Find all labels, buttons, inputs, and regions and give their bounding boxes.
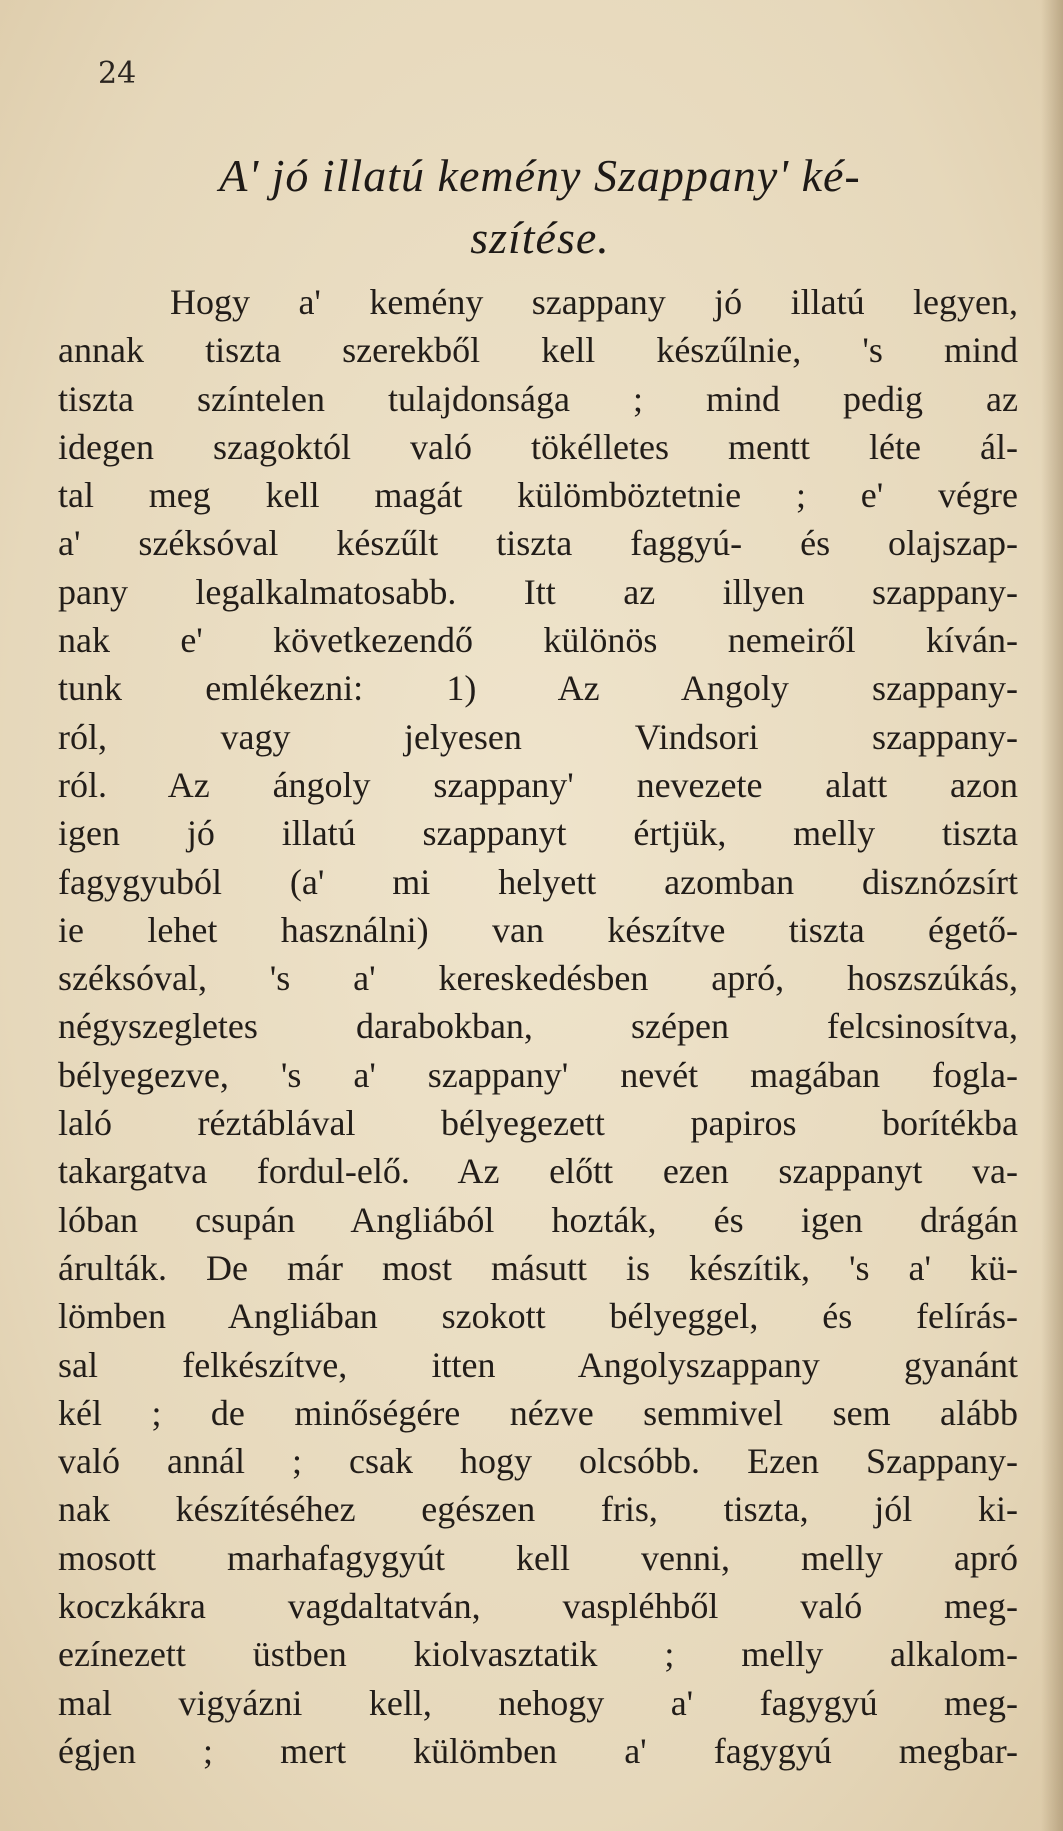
text-line: fagygyuból (a' mi helyett azomban disznózsírt bbox=[58, 861, 1018, 902]
text-line: igen jó illatú szappanyt értjük, melly tiszta bbox=[58, 813, 1018, 854]
text-line: tiszta színtelen tulajdonsága ; mind pedig az bbox=[58, 378, 1018, 419]
title-line: A' jó illatú kemény Szappany' ké- bbox=[219, 150, 861, 201]
text-line: ról. Az ángoly szappany' nevezete alatt azon bbox=[58, 764, 1018, 805]
text-line: takargatva fordul-elő. Az előtt ezen szappanyt va- bbox=[58, 1151, 1018, 1192]
title-line: szítése. bbox=[470, 212, 610, 263]
text-line: való annál ; csak hogy olcsóbb. Ezen Szappany- bbox=[58, 1441, 1018, 1482]
text-line: annak tiszta szerekből kell készűlnie, 's mind bbox=[58, 330, 1018, 371]
text-line: bélyegezve, 's a' szappany' nevét magában fogla- bbox=[58, 1054, 1018, 1095]
text-line: széksóval, 's a' kereskedésben apró, hoszszúkás, bbox=[58, 958, 1018, 999]
page-spine-shadow bbox=[1041, 0, 1063, 1831]
text-line: koczkákra vagdaltatván, vaspléhből való meg- bbox=[58, 1586, 1018, 1627]
text-line: a' széksóval készűlt tiszta faggyú- és olajszap- bbox=[58, 523, 1018, 564]
text-line: Hogy a' kemény szappany jó illatú legyen, bbox=[170, 282, 1018, 322]
text-line: pany legalkalmatosabb. Itt az illyen szappany- bbox=[58, 571, 1018, 612]
page-number: 24 bbox=[98, 56, 137, 91]
text-line: ról, vagy jelyesen Vindsori szappany- bbox=[58, 716, 1018, 757]
text-line: mal vigyázni kell, nehogy a' fagygyú meg- bbox=[58, 1682, 1018, 1723]
text-line: tunk emlékezni: 1) Az Angoly szappany- bbox=[58, 668, 1018, 709]
text-line: nak e' következendő különös nemeiről kíván- bbox=[58, 620, 1018, 661]
text-line: lóban csupán Angliából hozták, és igen drágán bbox=[58, 1199, 1018, 1240]
text-line: négyszegletes darabokban, szépen felcsinosítva, bbox=[58, 1006, 1018, 1047]
text-line: laló réztáblával bélyegezett papiros borítékba bbox=[58, 1103, 1018, 1144]
text-line: idegen szagoktól való tökélletes mentt léte ál- bbox=[58, 426, 1018, 467]
text-line: sal felkészítve, itten Angolyszappany gyanánt bbox=[58, 1344, 1018, 1385]
section-title bbox=[60, 145, 1020, 269]
text-line: tal meg kell magát külömböztetnie ; e' végre bbox=[58, 475, 1018, 516]
body-paragraph bbox=[58, 278, 1018, 1775]
text-line: mosott marhafagygyút kell venni, melly apró bbox=[58, 1537, 1018, 1578]
text-line: kél ; de minőségére nézve semmivel sem alább bbox=[58, 1392, 1018, 1433]
text-line: nak készítéséhez egészen fris, tiszta, jól ki- bbox=[58, 1489, 1018, 1530]
text-line: ie lehet használni) van készítve tiszta égető- bbox=[58, 909, 1018, 950]
text-line: ezínezett üstben kiolvasztatik ; melly alkalom- bbox=[58, 1634, 1018, 1675]
text-line: égjen ; mert külömben a' fagygyú megbar- bbox=[58, 1730, 1018, 1771]
text-line: árulták. De már most másutt is készítik, 's a' kü- bbox=[58, 1247, 1018, 1288]
text-line: lömben Angliában szokott bélyeggel, és felírás- bbox=[58, 1296, 1018, 1337]
